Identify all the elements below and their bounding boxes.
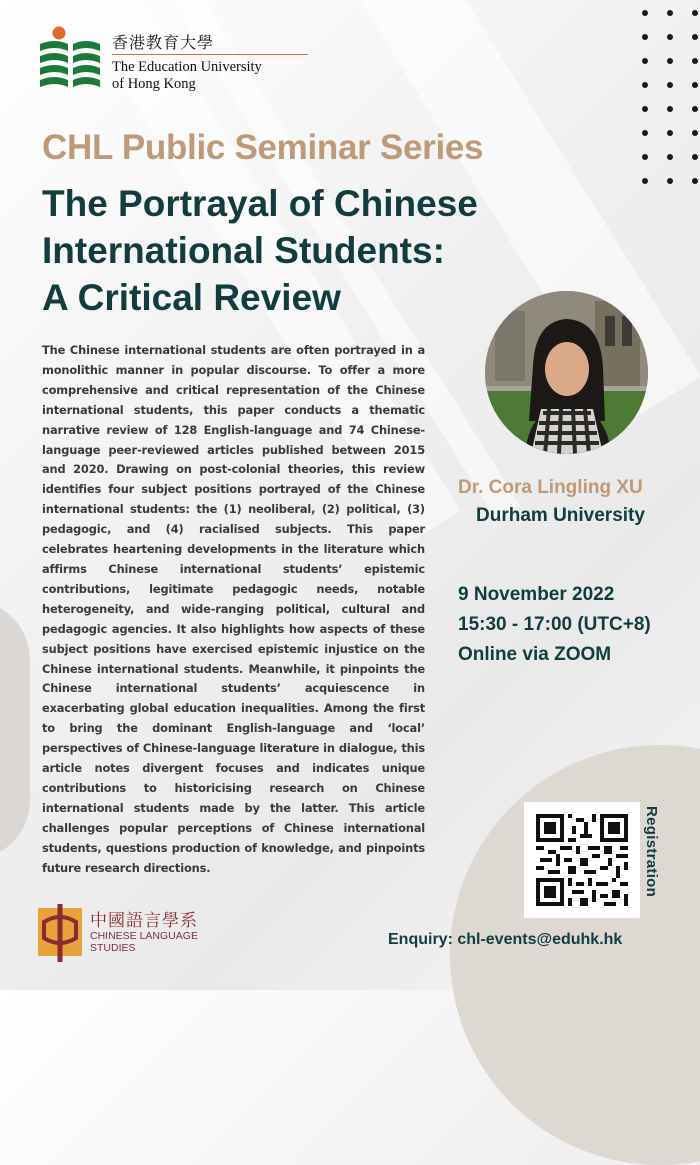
- eduhk-name-english-line2: of Hong Kong: [112, 76, 196, 92]
- event-time: 15:30 - 17:00 (UTC+8): [458, 614, 651, 635]
- cls-name-chinese: 中國語言學系: [90, 911, 198, 931]
- seminar-series-title: CHL Public Seminar Series: [42, 128, 484, 167]
- speaker-name: Dr. Cora Lingling XU: [458, 477, 643, 498]
- speaker-affiliation: Durham University: [476, 505, 645, 526]
- eduhk-emblem-icon: [40, 26, 102, 92]
- cls-name-english-line1: CHINESE LANGUAGE: [90, 930, 198, 942]
- eduhk-logo: [40, 26, 270, 96]
- logo-divider: [112, 54, 308, 55]
- registration-label-text: Registration: [643, 806, 660, 898]
- qr-code-icon: [536, 814, 628, 906]
- chinese-language-studies-logo: [38, 904, 208, 964]
- decorative-dot-grid: [640, 6, 700, 186]
- speaker-photo: [485, 291, 648, 454]
- talk-title-line: The Portrayal of Chinese: [42, 183, 478, 224]
- cls-name-english-line2: STUDIES: [90, 942, 136, 954]
- eduhk-name-chinese: 香港教育大學: [112, 33, 215, 52]
- event-date: 9 November 2022: [458, 584, 615, 605]
- decorative-shape-left: [0, 600, 30, 860]
- talk-title-line: International Students:: [42, 230, 445, 271]
- event-venue: Online via ZOOM: [458, 644, 612, 665]
- abstract-text: The Chinese international students are often portrayed in a monolithic manner in popular discourse. To offer a more comprehensive and critical representation of the Chinese international students, this paper conducts a thematic narrative review of 128 English-language and 74 Chinese-language peer-reviewed articles published between 2015 and 2020. Drawing on post-colonial theories, this review identifies four subject positions portrayed of the Chinese international students: the (1) neoliberal, (2) political, (3) pedagogic, and (4) racialised subjects. This paper celebrates heartening developments in the literature which affirms Chinese international students’ epistemic contributions, legitimate pedagogic needs, notable heterogeneity, and wide-ranging political, cultural and pedagogic agencies. It also highlights how aspects of these subject positions have exercised epistemic injustice on the Chinese international students. Meanwhile, it pinpoints the Chinese international students’ acquiescence in exacerbating global education inequalities. Among the first to bring the dominant English-language and ‘local’ perspectives of Chinese-language literature in dialogue, this article notes divergent focuses and indicates unique contributions to historicising research on Chinese international students made by the latter. This article challenges popular perceptions of Chinese international students, questions production of knowledge, and pinpoints future research directions.: [42, 343, 425, 875]
- cls-emblem-icon: [38, 904, 84, 962]
- talk-title-line: A Critical Review: [42, 277, 341, 318]
- enquiry-contact: Enquiry: chl-events@eduhk.hk: [388, 931, 623, 948]
- registration-label: [640, 806, 662, 916]
- registration-qr-code[interactable]: [524, 802, 640, 918]
- eduhk-name-english-line1: The Education University: [112, 59, 262, 75]
